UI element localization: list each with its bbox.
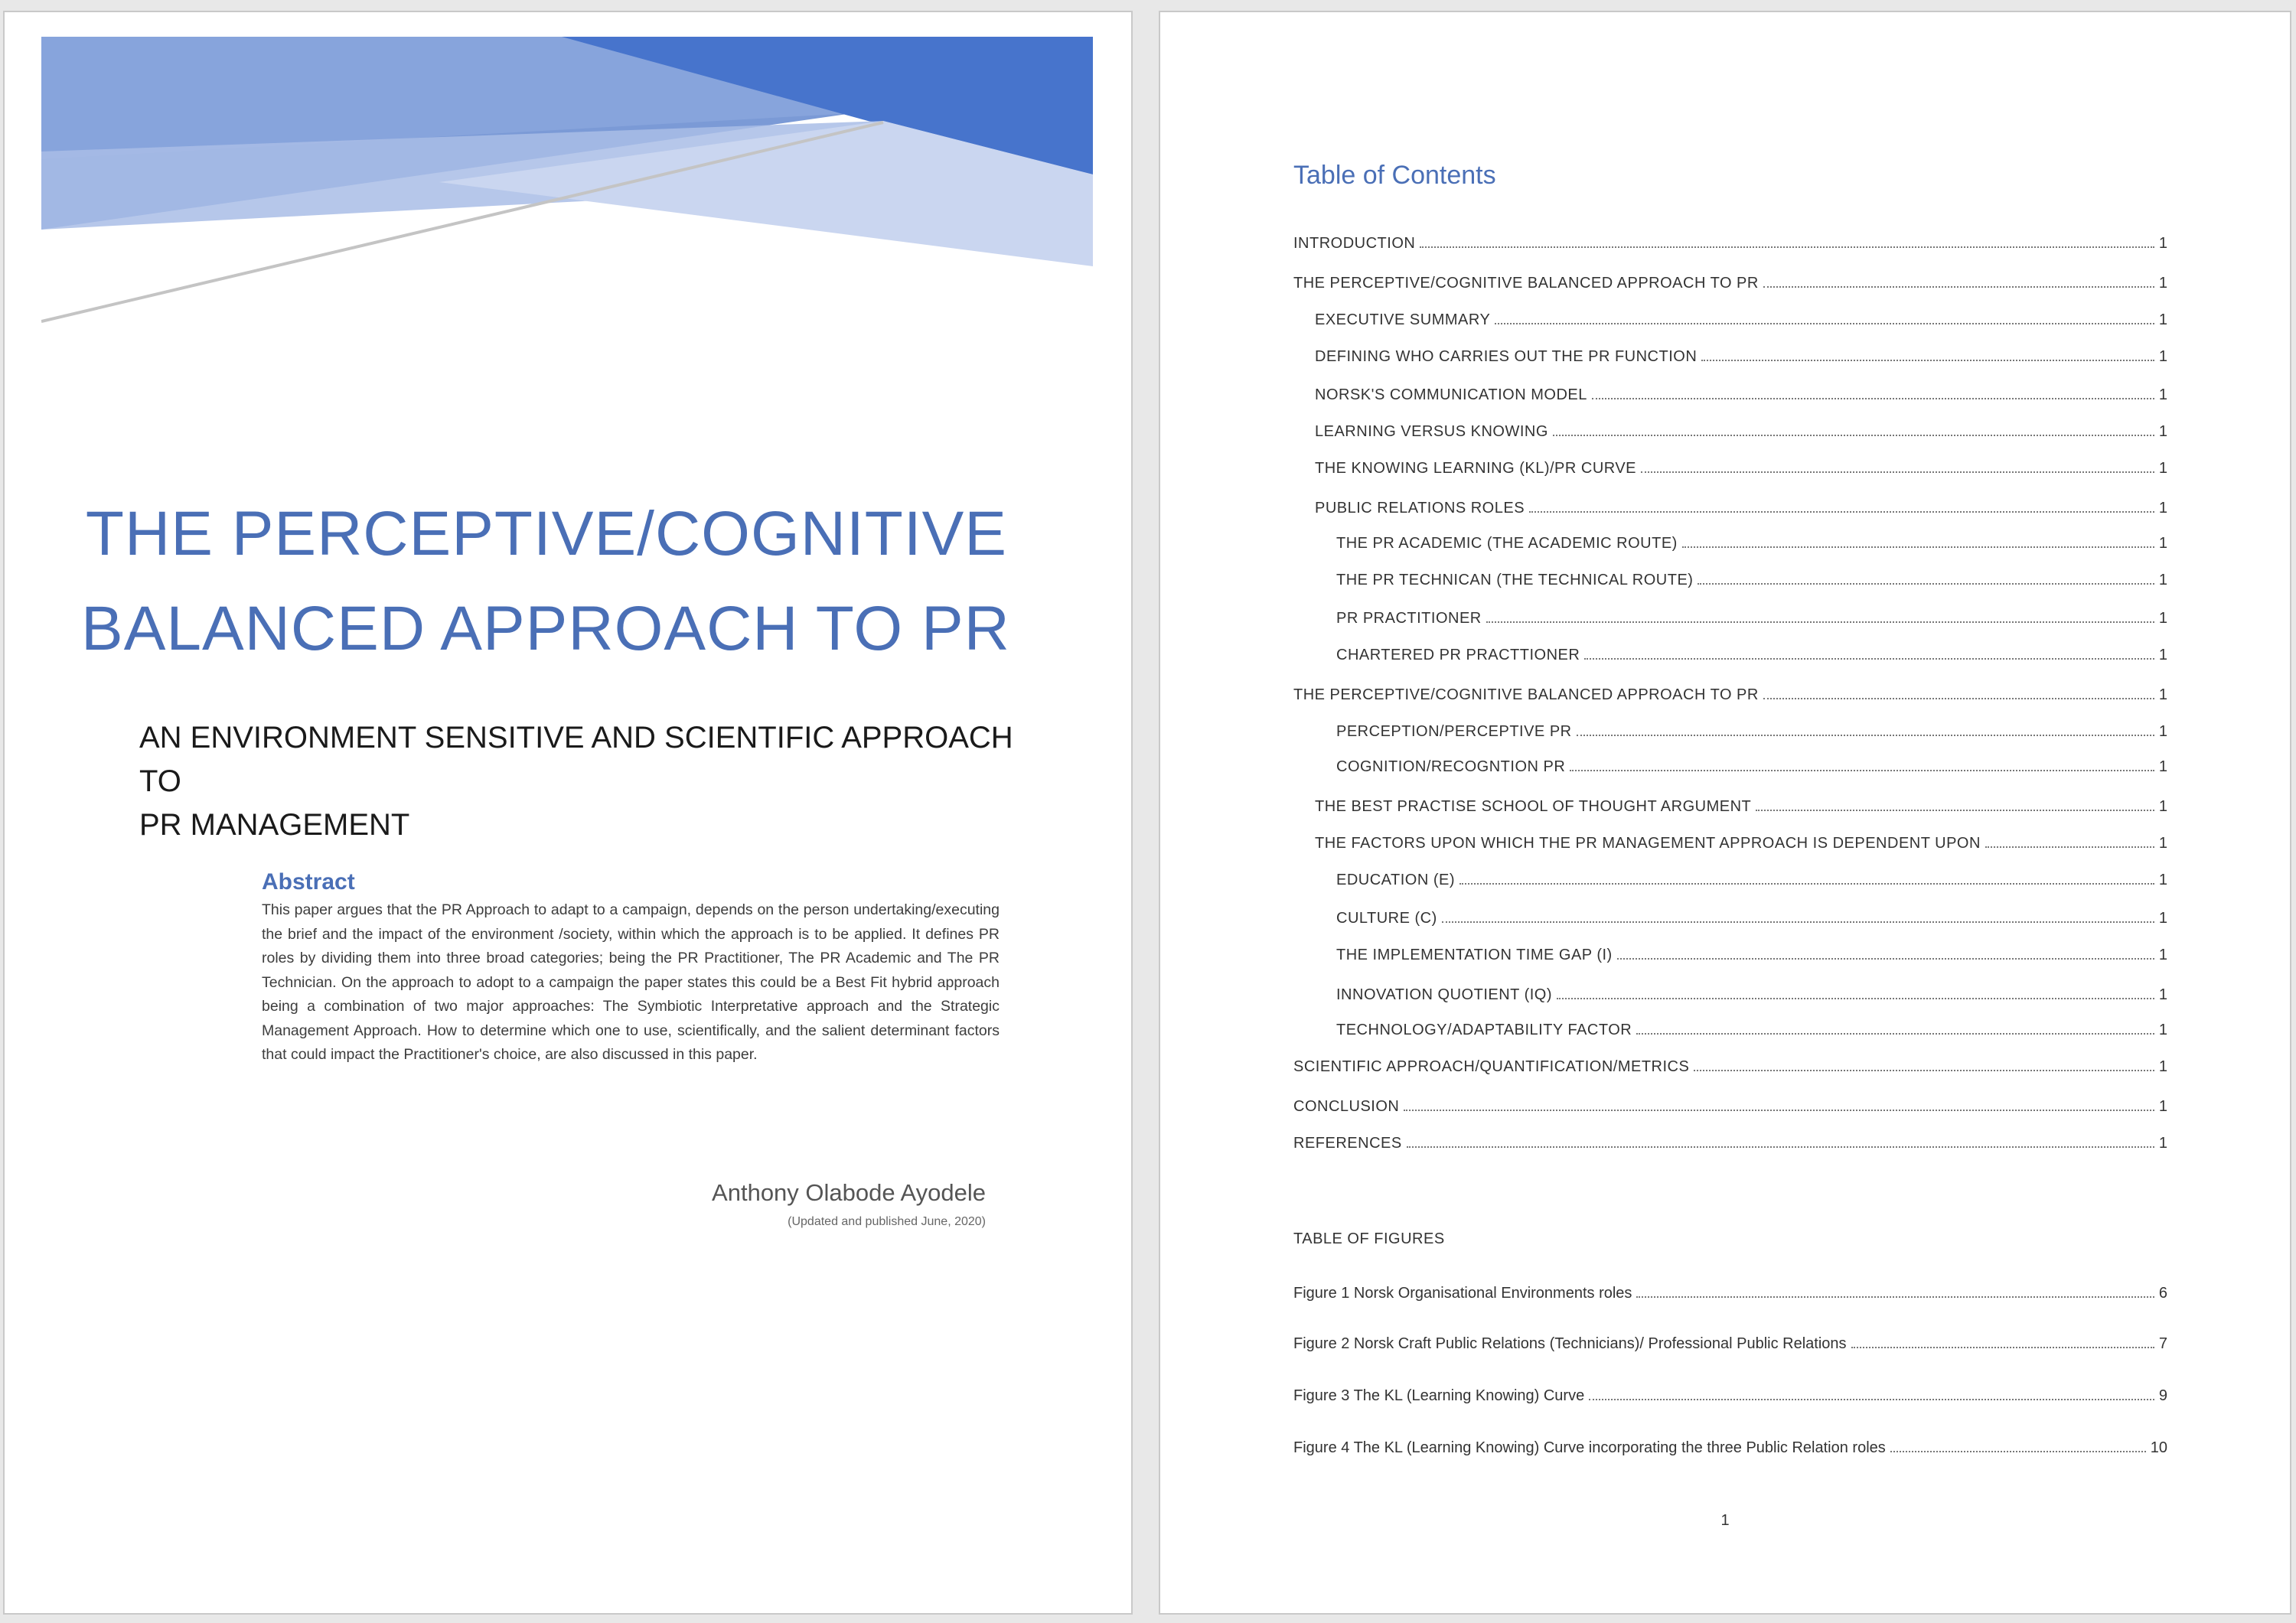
toc-entry-title: REFERENCES: [1293, 1135, 1402, 1152]
toc-leader-dots: [1694, 1057, 2154, 1071]
toc-entry[interactable]: [1293, 1096, 2167, 1117]
toc-entry[interactable]: [1315, 346, 2167, 367]
toc-entry-page: 1: [2158, 758, 2167, 775]
toc-entry-page: 1: [2158, 235, 2167, 252]
toc-leader-dots: [1756, 797, 2154, 811]
document-title-line: BALANCED APPROACH TO PR: [81, 594, 1010, 663]
abstract-text: This paper argues that the PR Approach to adapt to a campaign, depends on the person undertaking/executing the brief and the impact of the environment /society, within which the approach is to be applied. It defines PR roles by dividing them into three broad categories; being the PR Practitioner, The PR Academic and The PR Technician. On the approach to adopt to a campaign the paper states this could be a Best Fit hybrid approach being a combination of two major approaches: The Symbiotic Interpretative approach and the Strategic Management Approach. How to determine which one to use, scientifically, and the salient determinant factors that could impact the Practitioner's choice, are also discussed in this paper.: [262, 901, 1000, 1063]
toc-entry[interactable]: [1293, 684, 2167, 706]
toc-entry-title: TECHNOLOGY/ADAPTABILITY FACTOR: [1336, 1022, 1632, 1038]
toc-entry-title: THE PERCEPTIVE/COGNITIVE BALANCED APPROACH TO PR: [1293, 275, 1759, 292]
publication-note: (Updated and published June, 2020): [788, 1215, 986, 1228]
toc-leader-dots: [1682, 533, 2154, 548]
toc-entry-page: 1: [2158, 798, 2167, 815]
toc-entry-page: 1: [2158, 460, 2167, 477]
toc-entry-title: SCIENTIFIC APPROACH/QUANTIFICATION/METRICS: [1293, 1058, 1690, 1075]
toc-leader-dots: [1701, 347, 2154, 361]
toc-entry[interactable]: [1336, 908, 2167, 929]
toc-entry-page: 1: [2158, 1098, 2167, 1115]
toc-leader-dots: [1641, 458, 2154, 473]
toc-leader-dots: [1459, 870, 2154, 885]
toc-leader-dots: [1553, 422, 2154, 436]
toc-entry-page: 1: [2158, 1058, 2167, 1075]
toc-leader-dots: [1985, 833, 2154, 848]
toc-entry[interactable]: [1336, 608, 2167, 629]
toc-entry[interactable]: [1315, 384, 2167, 406]
toc-entry[interactable]: [1336, 869, 2167, 891]
toc-leader-dots: [1407, 1133, 2154, 1148]
toc-entry-title: CHARTERED PR PRACTTIONER: [1336, 647, 1580, 663]
document-title: [81, 487, 1010, 676]
abstract-heading: Abstract: [262, 869, 355, 895]
toc-entry-page: 1: [2158, 610, 2167, 627]
toc-entry-title: THE FACTORS UPON WHICH THE PR MANAGEMENT APPROACH IS DEPENDENT UPON: [1315, 835, 1981, 852]
toc-entry-page: 1: [2158, 572, 2167, 588]
toc-leader-dots: [1763, 685, 2154, 699]
toc-leader-dots: [1698, 570, 2154, 585]
document-title-line: THE PERCEPTIVE/COGNITIVE: [85, 499, 1007, 569]
toc-entry-page: 1: [2158, 647, 2167, 663]
figure-entry-title: Figure 3 The KL (Learning Knowing) Curve: [1293, 1387, 1585, 1404]
toc-leader-dots: [1584, 645, 2154, 660]
toc-entry-page: 1: [2158, 986, 2167, 1003]
toc-entry[interactable]: [1336, 944, 2167, 966]
toc-leader-dots: [1486, 608, 2154, 623]
toc-entry-title: INTRODUCTION: [1293, 235, 1416, 252]
figure-leader-dots: [1589, 1386, 2154, 1400]
toc-entry-title: THE IMPLEMENTATION TIME GAP (I): [1336, 947, 1613, 963]
toc-leader-dots: [1495, 310, 2154, 324]
toc-entry-page: 1: [2158, 686, 2167, 703]
toc-entry-title: EXECUTIVE SUMMARY: [1315, 311, 1491, 328]
toc-entry-title: INNOVATION QUOTIENT (IQ): [1336, 986, 1552, 1003]
document-subtitle-line: AN ENVIRONMENT SENSITIVE AND SCIENTIFIC APPROACH TO: [139, 721, 1013, 798]
toc-leader-dots: [1420, 233, 2154, 248]
toc-entry[interactable]: [1336, 644, 2167, 666]
toc-entry[interactable]: [1315, 833, 2167, 854]
toc-entry-page: 1: [2158, 423, 2167, 440]
figure-entry-title: Figure 4 The KL (Learning Knowing) Curve incorporating the three Public Relation roles: [1293, 1439, 1886, 1456]
figure-entry-page: 9: [2158, 1387, 2167, 1404]
toc-entry[interactable]: [1293, 1056, 2167, 1077]
toc-entry-title: THE KNOWING LEARNING (KL)/PR CURVE: [1315, 460, 1637, 477]
toc-entry-page: 1: [2158, 723, 2167, 740]
toc-entry[interactable]: [1336, 984, 2167, 1005]
toc-leader-dots: [1592, 385, 2154, 399]
figure-entry[interactable]: [1293, 1437, 2167, 1458]
toc-entry[interactable]: [1336, 1019, 2167, 1041]
toc-entry-page: 1: [2158, 835, 2167, 852]
toc-entry[interactable]: [1336, 721, 2167, 742]
toc-leader-dots: [1577, 722, 2154, 736]
toc-entry[interactable]: [1315, 421, 2167, 442]
author-name: Anthony Olabode Ayodele: [712, 1179, 986, 1206]
toc-entry-title: LEARNING VERSUS KNOWING: [1315, 423, 1548, 440]
toc-entry-title: THE PERCEPTIVE/COGNITIVE BALANCED APPROACH TO PR: [1293, 686, 1759, 703]
toc-entry-title: EDUCATION (E): [1336, 872, 1456, 888]
toc-entry-page: 1: [2158, 1022, 2167, 1038]
figures-heading: TABLE OF FIGURES: [1293, 1230, 1445, 1247]
toc-entry-page: 1: [2158, 386, 2167, 403]
toc-entry-page: 1: [2158, 500, 2167, 517]
figure-entry[interactable]: [1293, 1385, 2167, 1406]
toc-entry-page: 1: [2158, 348, 2167, 365]
figure-entry-page: 10: [2150, 1439, 2167, 1456]
toc-entry[interactable]: [1336, 756, 2167, 777]
toc-entry-title: THE PR TECHNICAN (THE TECHNICAL ROUTE): [1336, 572, 1694, 588]
toc-entry-title: COGNITION/RECOGNTION PR: [1336, 758, 1566, 775]
toc-entry-title: CONCLUSION: [1293, 1098, 1400, 1115]
toc-entry-title: NORSK'S COMMUNICATION MODEL: [1315, 386, 1587, 403]
figure-entry-page: 7: [2158, 1335, 2167, 1352]
toc-entry-title: THE PR ACADEMIC (THE ACADEMIC ROUTE): [1336, 535, 1678, 552]
document-subtitle-line: PR MANAGEMENT: [139, 808, 410, 842]
figure-entry-title: Figure 1 Norsk Organisational Environments roles: [1293, 1285, 1632, 1302]
toc-entry-page: 1: [2158, 535, 2167, 552]
figure-entry-title: Figure 2 Norsk Craft Public Relations (Technicians)/ Professional Public Relations: [1293, 1335, 1847, 1352]
toc-entry-title: DEFINING WHO CARRIES OUT THE PR FUNCTION: [1315, 348, 1698, 365]
figure-leader-dots: [1890, 1438, 2146, 1452]
toc-entry[interactable]: [1336, 569, 2167, 591]
figure-entry-page: 6: [2158, 1285, 2167, 1302]
toc-entry-title: PUBLIC RELATIONS ROLES: [1315, 500, 1525, 517]
toc-leader-dots: [1442, 908, 2154, 923]
toc-leader-dots: [1636, 1020, 2154, 1035]
figure-entry[interactable]: [1293, 1282, 2167, 1304]
toc-entry-title: CULTURE (C): [1336, 910, 1437, 927]
toc-entry-page: 1: [2158, 1135, 2167, 1152]
toc-entry[interactable]: [1293, 233, 2167, 254]
toc-leader-dots: [1570, 757, 2154, 771]
toc-entry-page: 1: [2158, 872, 2167, 888]
cover-banner-graphic: [41, 37, 1093, 328]
toc-leader-dots: [1404, 1097, 2154, 1111]
toc-entry-page: 1: [2158, 910, 2167, 927]
toc-leader-dots: [1763, 273, 2154, 288]
toc-entry-title: THE BEST PRACTISE SCHOOL OF THOUGHT ARGUMENT: [1315, 798, 1752, 815]
figure-leader-dots: [1636, 1283, 2154, 1298]
toc-entry-page: 1: [2158, 947, 2167, 963]
toc-entry[interactable]: [1315, 458, 2167, 479]
toc-entry-page: 1: [2158, 275, 2167, 292]
toc-entry[interactable]: [1293, 1133, 2167, 1154]
toc-entry[interactable]: [1336, 533, 2167, 554]
figure-entry[interactable]: [1293, 1333, 2167, 1354]
toc-entry[interactable]: [1315, 796, 2167, 817]
toc-entry-page: 1: [2158, 311, 2167, 328]
toc-entry-title: PERCEPTION/PERCEPTIVE PR: [1336, 723, 1572, 740]
toc-leader-dots: [1617, 945, 2154, 960]
page-number: 1: [1720, 1512, 1730, 1529]
toc-entry-title: PR PRACTITIONER: [1336, 610, 1482, 627]
figure-leader-dots: [1851, 1334, 2154, 1348]
toc-leader-dots: [1529, 498, 2154, 513]
toc-heading: Table of Contents: [1293, 161, 1496, 190]
toc-page: [1159, 11, 2291, 1615]
toc-entry[interactable]: [1315, 497, 2167, 519]
toc-leader-dots: [1557, 985, 2154, 999]
toc-entry[interactable]: [1315, 309, 2167, 331]
toc-entry[interactable]: [1293, 272, 2167, 294]
cover-page: [3, 11, 1133, 1615]
document-subtitle: [139, 716, 1019, 847]
